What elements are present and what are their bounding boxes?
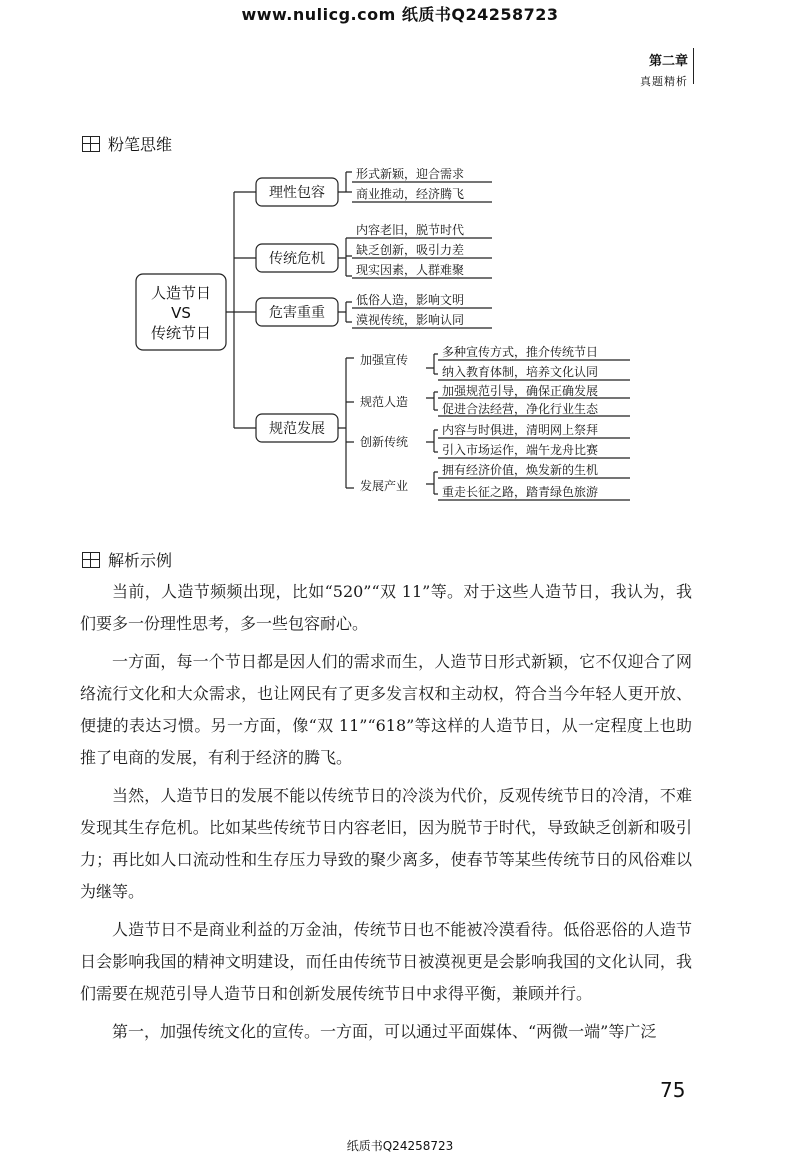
leaf-4-2-1: 加强规范引导，确保正确发展 <box>442 384 599 398</box>
mindmap-root-line-1: 人造节日 <box>150 284 212 302</box>
leaf-1-1: 形式新颖，迎合需求 <box>356 167 465 181</box>
paragraph-3: 当然，人造节日的发展不能以传统节日的冷淡为代价，反观传统节日的冷清，不难发现其生存危机。比如某些传统节日内容老旧，因为脱节于时代，导致缺乏创新和吸引力；再比如人口流动性和生存压力导致的聚少离多，使春节等某些传统节日的风俗难以为继等。 <box>80 786 692 901</box>
section-grid-icon <box>82 552 100 568</box>
branch-label-3: 危害重重 <box>269 305 325 321</box>
branch-label-4: 规范发展 <box>269 421 325 437</box>
leaf-4-3-1: 内容与时俱进，清明网上祭拜 <box>442 423 599 437</box>
paragraph-1: 当前，人造节频频出现，比如“520”“双 11”等。对于这些人造节日，我认为，我们要多一份理性思考，多一些包容耐心。 <box>80 582 692 633</box>
leaf-4-4-2: 重走长征之路，踏青绿色旅游 <box>442 485 599 499</box>
chapter-subtitle: 真题精析 <box>640 75 688 88</box>
mindmap-root-line-3: 传统节日 <box>150 324 212 342</box>
page-number: 75 <box>660 1078 686 1102</box>
section-title-analysis: 解析示例 <box>108 551 173 570</box>
mindmap <box>0 0 800 540</box>
leaf-4-2-2: 促进合法经营，净化行业生态 <box>442 402 599 416</box>
mindmap-root-line-2: VS <box>171 304 191 322</box>
leaf-2-1: 内容老旧，脱节时代 <box>356 223 465 237</box>
branch-label-2: 传统危机 <box>269 251 325 267</box>
section-title-mindmap: 粉笔思维 <box>108 135 173 154</box>
paragraph-4: 人造节日不是商业利益的万金油，传统节日也不能被冷漠看待。低俗恶俗的人造节日会影响我国的精神文明建设，而任由传统节日被漠视更是会影响我国的文化认同，我们需要在规范引导人造节日和创新发展传统节日中求得平衡，兼顾并行。 <box>80 920 692 1003</box>
leaf-3-2: 漠视传统，影响认同 <box>356 313 465 327</box>
leaf-3-1: 低俗人造，影响文明 <box>356 293 465 307</box>
sub-label-3: 创新传统 <box>360 435 409 449</box>
branch-label-1: 理性包容 <box>269 185 325 201</box>
paragraph-5: 第一，加强传统文化的宣传。一方面，可以通过平面媒体、“两微一端”等广泛 <box>112 1022 657 1041</box>
sub-label-1: 加强宣传 <box>360 353 409 367</box>
leaf-4-4-1: 拥有经济价值，焕发新的生机 <box>442 463 599 477</box>
leaf-2-2: 缺乏创新，吸引力差 <box>356 243 465 257</box>
top-watermark: www.nulicg.com 纸质书Q24258723 <box>241 5 559 24</box>
leaf-4-1-2: 纳入教育体制，培养文化认同 <box>442 365 599 379</box>
paragraph-2: 一方面，每一个节日都是因人们的需求而生，人造节日形式新颖，它不仅迎合了网络流行文化和大众需求，也让网民有了更多发言权和主动权，符合当今年轻人更开放、便捷的表达习惯。另一方面，像“双 11”“618”等这样的人造节日，从一定程度上也助推了电商的发展，有利于经济的腾飞。 <box>80 652 692 767</box>
leaf-1-2: 商业推动，经济腾飞 <box>356 187 465 201</box>
chapter-title: 第二章 <box>648 54 688 69</box>
sub-label-4: 发展产业 <box>360 479 409 493</box>
sub-label-2: 规范人造 <box>360 395 409 409</box>
leaf-4-3-2: 引入市场运作，端午龙舟比赛 <box>442 443 599 457</box>
leaf-4-1-1: 多种宣传方式，推介传统节日 <box>442 345 599 359</box>
leaf-2-3: 现实因素，人群难聚 <box>356 263 465 277</box>
bottom-watermark: 纸质书Q24258723 <box>346 1139 454 1153</box>
analysis-body <box>80 576 692 1054</box>
